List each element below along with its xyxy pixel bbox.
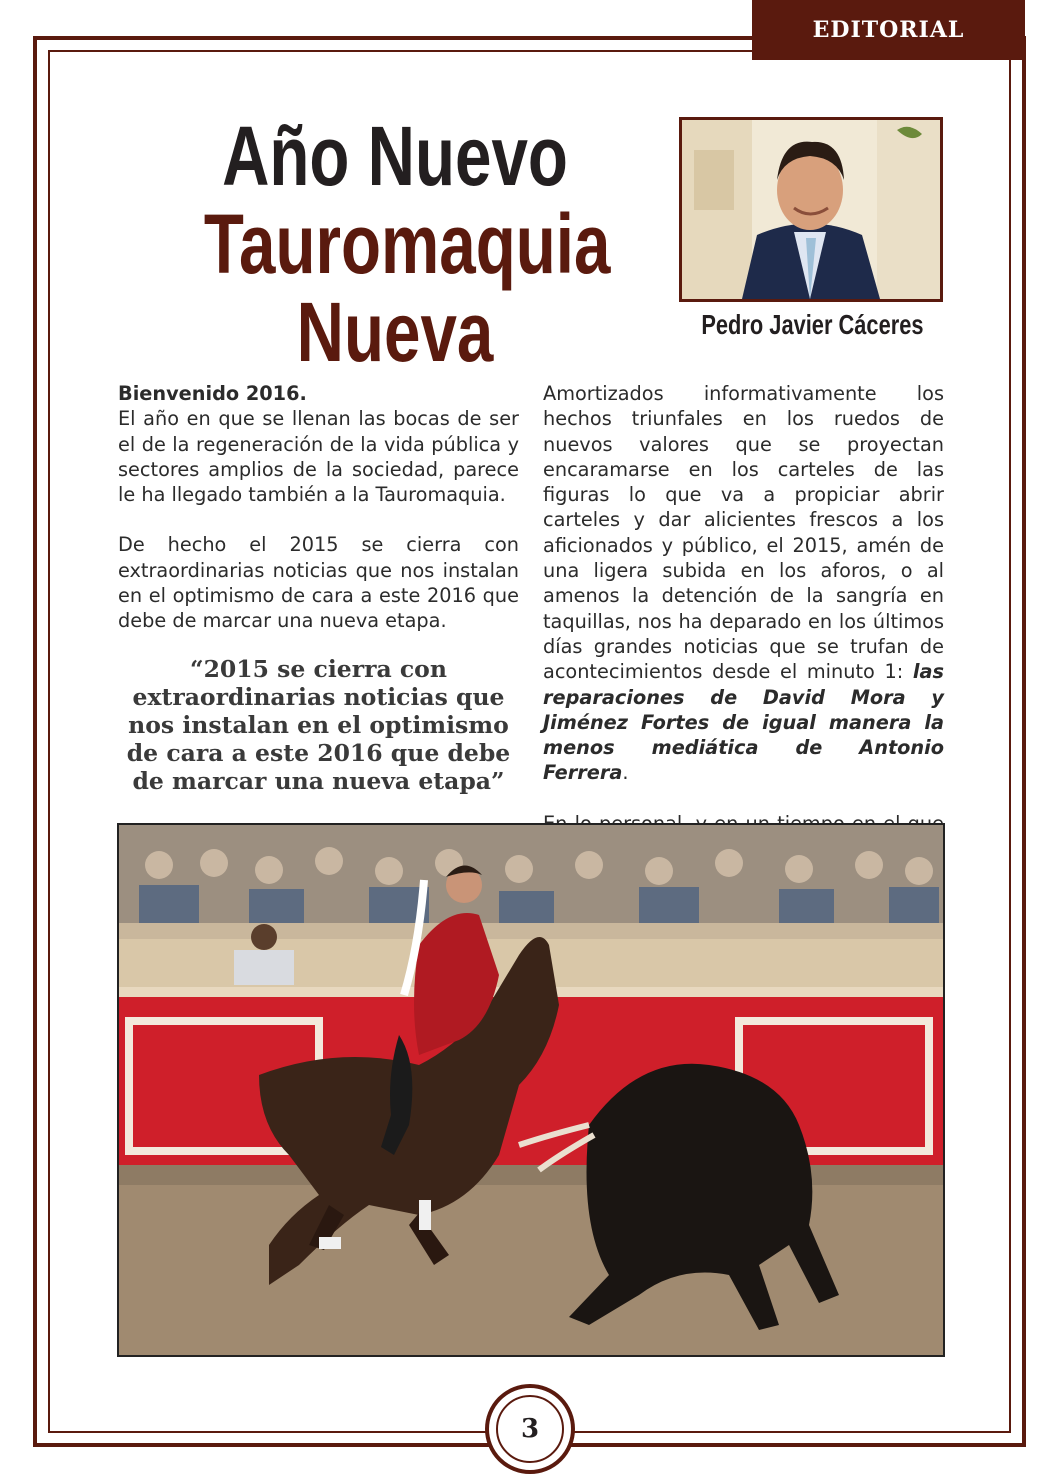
left-column xyxy=(118,381,519,634)
headline xyxy=(150,109,640,379)
page-number-badge xyxy=(485,1384,575,1474)
right-paragraph-1-emphasis: las reparaciones de David Mora y Jiménez Fortes de igual manera la menos mediática de Antonio Ferrera xyxy=(543,660,944,785)
right-column xyxy=(543,381,944,861)
author-photo-illustration xyxy=(682,120,940,299)
right-paragraph-1 xyxy=(543,381,944,786)
bullfight-photo xyxy=(117,823,945,1357)
headline-line-2: Tauromaquia xyxy=(203,197,611,291)
section-label: EDITORIAL xyxy=(752,0,1025,60)
pull-quote: “2015 se cierra con extraordinarias noticias que nos instalan en el optimismo de cara a este 2016 que debe de marcar una nueva etapa” xyxy=(126,655,511,795)
author-name xyxy=(670,309,955,341)
left-paragraph-2: De hecho el 2015 se cierra con extraordinarias noticias que nos instalan en el optimismo de cara a este 2016 que debe de marcar una nueva etapa. xyxy=(118,533,519,633)
right-paragraph-1-end: . xyxy=(622,761,629,785)
page-number: 3 xyxy=(496,1395,564,1463)
author-name-text: Pedro Javier Cáceres xyxy=(701,309,924,340)
headline-line-3: Nueva xyxy=(296,285,494,379)
author-photo xyxy=(679,117,943,302)
bullfight-photo-illustration xyxy=(119,825,943,1355)
headline-line-1: Año Nuevo xyxy=(222,109,568,203)
right-paragraph-1-text: Amortizados informativamente los hechos triunfales en los ruedos de nuevos valores que se proyectan encaramarse en los carteles de las figuras lo que va a propiciar abrir carteles y dar alicientes frescos a los aficionados y público, el 2015, amén de una ligera subida en los aforos, o al amenos la detención de la sangría en taquillas, nos ha deparado en los últimos días grandes noticias que se trufan de acontecimientos desde el minuto 1: xyxy=(543,382,944,684)
left-paragraph-1: El año en que se llenan las bocas de ser el de la regeneración de la vida pública y sectores amplios de la sociedad, parece le ha llegado también a la Tauromaquia. xyxy=(118,407,519,507)
lead-heading: Bienvenido 2016. xyxy=(118,382,307,405)
